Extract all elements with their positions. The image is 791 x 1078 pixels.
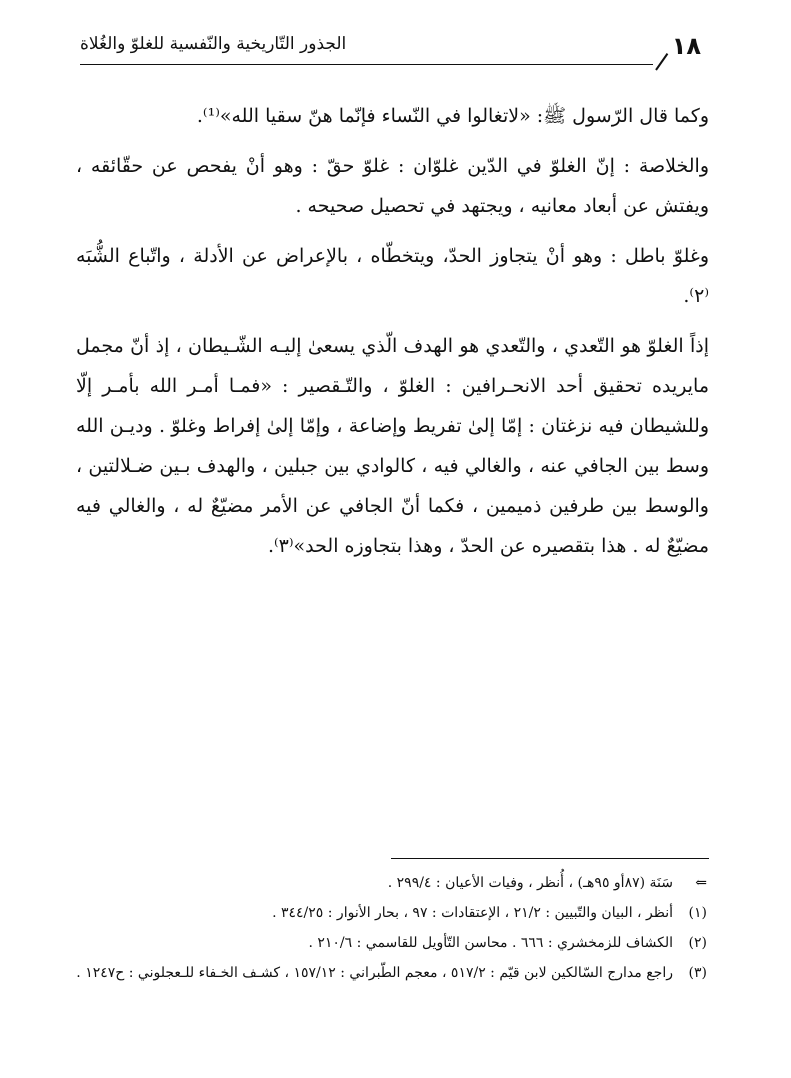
footnote-text: سَنَة (٨٧أو ٩٥هـ) ، أُنظر ، وفيات الأعيان : ٢٩٩/٤ . [387, 875, 673, 891]
running-title: الجذور التّاريخية والنّفسية للغلوّ والغُلاة [80, 34, 347, 54]
body-text [76, 96, 709, 576]
footnote-continuation [76, 868, 707, 898]
paragraph: إذاً الغلوّ هو التّعدي ، والتّعدي هو الهدف الّذي يسعىٰ إليـه الشّـيطان ، إذ أنّ مجمل مايريده تحقيق أحد الانحـرافين : الغلوّ ، والتّـقصير : «فمـا أمـر الله بأمـر إلّا وللشيطان فيه نزغتان : إمّا إلىٰ تفريط وإضاعة ، وإمّا إلىٰ إفراط وغلوّ . وديـن الله وسط بين الجافي عنه ، والغالي فيه ، كالوادي بين جبلين ، والهدف بـين ضـلالتين ، والوسط بين طرفين ذميمين ، فكما أنّ الجافي عن الأمر مضيّعٌ له ، والغالي فيه مضيّعٌ له . هذا بتقصيره عن الحدّ ، وهذا بتجاوزه الحد»⁽٣⁾. [76, 335, 709, 557]
footnote-2 [76, 928, 707, 958]
footnote-text: أنظر ، البيان والتّبيين : ٢١/٢ ، الإعتقادات : ٩٧ ، بحار الأنوار : ٣٤٤/٢٥ . [272, 905, 673, 921]
footnote-3 [76, 958, 707, 988]
footnote-1 [76, 898, 707, 928]
footnote-separator [391, 858, 709, 859]
footnotes [76, 868, 707, 988]
footnote-mark: (٣) [688, 965, 707, 981]
footnote-text: الكشاف للزمخشري : ٦٦٦ . محاسن التّأويل للقاسمي : ٢١٠/٦ . [308, 935, 673, 951]
paragraph: وغلوّ باطل : وهو أنْ يتجاوز الحدّ، ويتخطّاه ، بالإعراض عن الأدلة ، واتّباع الشُّبَه ⁽٢⁾. [76, 245, 709, 307]
footnote-mark: (١) [688, 905, 707, 921]
footnote-mark: (٢) [688, 935, 707, 951]
header-slash [655, 53, 668, 71]
paragraph: والخلاصة : إنّ الغلوّ في الدّين غلوّان : غلوّ حقّ : وهو أنْ يفحص عن حقّائقه ، ويفتش عن أبعاد معانيه ، ويجتهد في تحصيل صحيحه . [76, 155, 709, 217]
page-header [80, 30, 711, 76]
footnote-text: راجع مدارج السّالكين لابن قيّم : ٥١٧/٢ ، معجم الطّبراني : ١٥٧/١٢ ، كشـف الخـفاء للـعجلوني : ح١٢٤٧ . [76, 965, 673, 981]
continuation-arrow-icon: ⇐ [695, 875, 707, 891]
paragraph: وكما قال الرّسول ﷺ: «لاتغالوا في النّساء فإنّما هنّ سقيا الله»⁽¹⁾. [196, 105, 709, 127]
page-number: ١٨ [671, 32, 701, 60]
header-rule [80, 64, 653, 65]
